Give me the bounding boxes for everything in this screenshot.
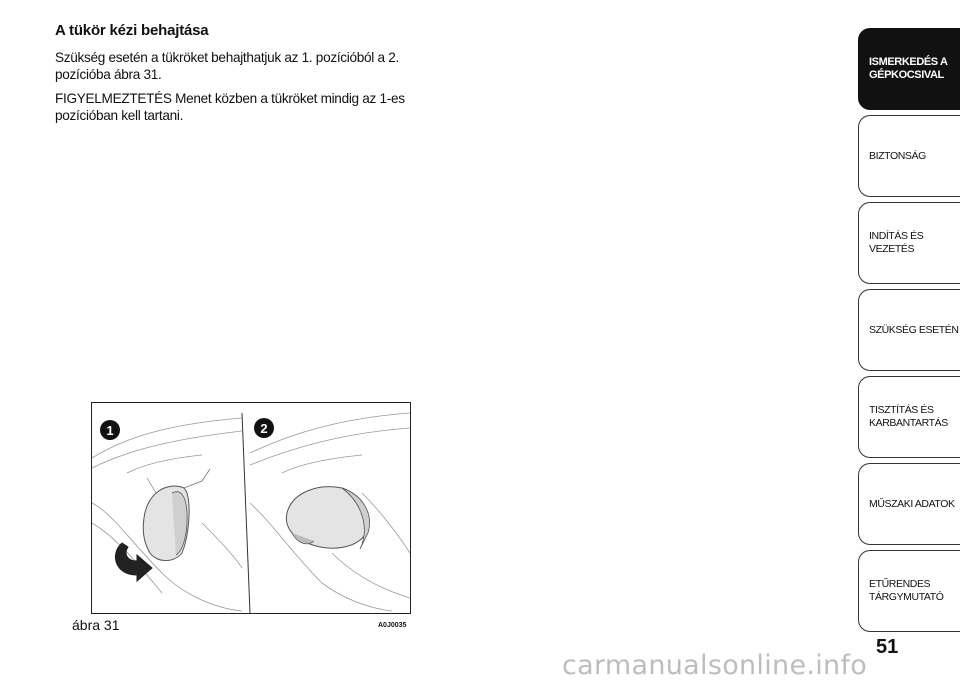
- tab-label: INDÍTÁS ÉS VEZETÉS: [869, 230, 924, 255]
- tab-tisztitas[interactable]: [858, 376, 960, 458]
- tab-label: MŰSZAKI ADATOK: [869, 497, 955, 510]
- tab-ismerkedes[interactable]: [858, 28, 960, 110]
- tab-label: SZÜKSÉG ESETÉN: [869, 323, 959, 336]
- mirror-illustration: [92, 403, 410, 613]
- figure-marker-2: [254, 418, 274, 438]
- tab-inditas[interactable]: [858, 202, 960, 284]
- tab-label: ISMERKEDÉS A GÉPKOCSIVAL: [869, 56, 948, 81]
- tab-label: ETŰRENDES TÁRGYMUTATÓ: [869, 578, 944, 603]
- svg-text:2: 2: [260, 421, 268, 436]
- page-number: 51: [876, 636, 899, 658]
- tab-szukseg[interactable]: [858, 289, 960, 371]
- instruction-paragraph: Szükség esetén a tükröket behajthatjuk az 1. pozícióból a 2. pozícióba ábra 31.: [55, 50, 399, 82]
- figure-marker-1: [100, 420, 120, 440]
- svg-text:1: 1: [106, 423, 114, 438]
- rotate-arrow-icon: [115, 543, 152, 581]
- tab-label: BIZTONSÁG: [869, 149, 926, 162]
- main-content: [55, 22, 445, 131]
- mirror-figure: [91, 402, 411, 614]
- watermark: carmanualsonline.info: [562, 650, 868, 681]
- warning-paragraph: FIGYELMEZTETÉS Menet közben a tükröket mindig az 1-es pozícióban kell tartani.: [55, 91, 405, 123]
- tab-muszaki[interactable]: [858, 463, 960, 545]
- mirror-folded-illustration: [286, 487, 369, 549]
- tab-targymutato[interactable]: [858, 550, 960, 632]
- tab-biztonsag[interactable]: [858, 115, 960, 197]
- mirror-unfolded-illustration: [143, 469, 210, 561]
- tab-label: TISZTÍTÁS ÉS KARBANTARTÁS: [869, 404, 948, 429]
- figure-code: A0J0035: [378, 622, 407, 629]
- figure-caption: ábra 31: [72, 617, 120, 633]
- section-title: A tükör kézi behajtása: [55, 22, 209, 39]
